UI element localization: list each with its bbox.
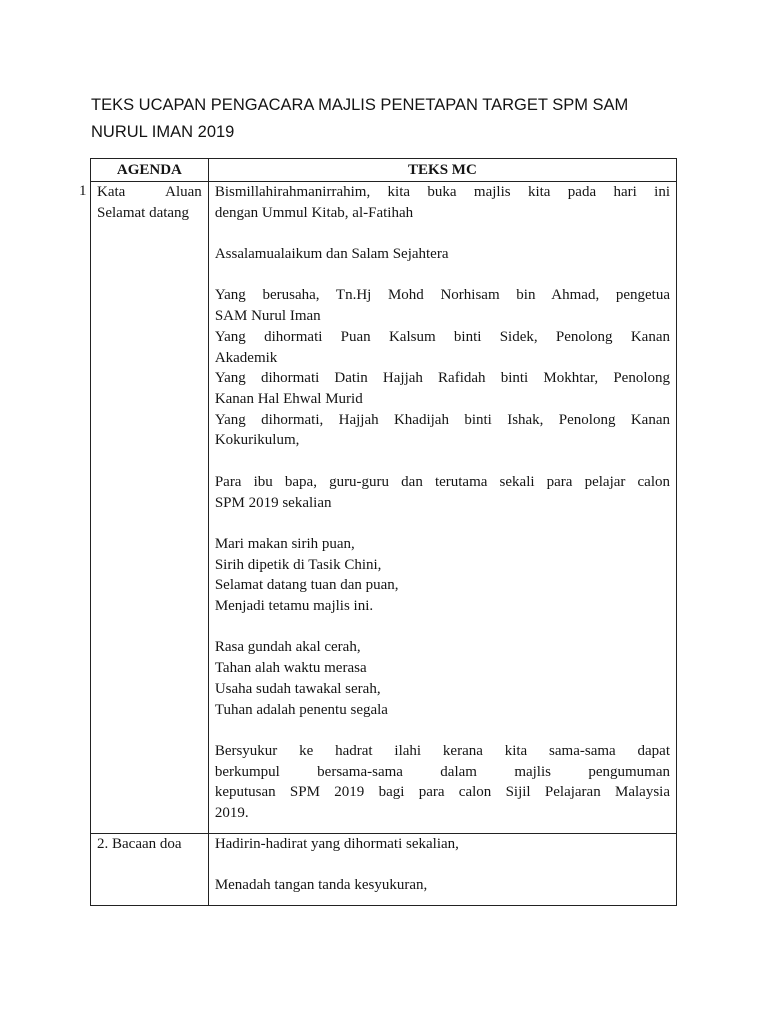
- paragraph-greeting: [215, 244, 670, 265]
- mc-text-cell: [208, 182, 676, 834]
- agenda-label: 2. Bacaan doa: [97, 835, 182, 852]
- title-line-1: TEKS UCAPAN PENGACARA MAJLIS PENETAPAN TARGET SPM SAM: [91, 96, 629, 114]
- paragraph-dignitaries: [215, 285, 670, 451]
- text-line: dengan Ummul Kitab, al-Fatihah: [214, 204, 414, 221]
- text-line: Kanan Hal Ehwal Murid: [214, 391, 363, 407]
- paragraph-opening: [215, 182, 670, 223]
- text-line: keputusan SPM 2019 bagi para calon Sijil Pelajaran Malaysia: [214, 784, 670, 801]
- text-line: Akademik: [214, 349, 278, 366]
- header-agenda: AGENDA: [91, 159, 209, 182]
- text-line: Menjadi tetamu majlis ini.: [214, 598, 374, 614]
- text-line: Menadah tangan tanda kesyukuran,: [214, 877, 428, 894]
- text-line: Yang berusaha, Tn.Hj Mohd Norhisam bin Ahmad, pengetua: [214, 287, 670, 304]
- agenda-label: Kata Aluan: [97, 184, 202, 200]
- row-number-1: 1: [79, 183, 87, 199]
- paragraph-gratitude: [215, 741, 670, 824]
- text-line: 2019.: [214, 805, 249, 821]
- text-line: berkumpul bersama-sama dalam majlis pengumuman: [214, 763, 670, 780]
- table-row: [91, 833, 677, 905]
- text-line: Rasa gundah akal cerah,: [214, 639, 361, 656]
- paragraph-address: [215, 834, 670, 855]
- table-row: [91, 182, 677, 834]
- text-line: Tuhan adalah penentu segala: [214, 701, 388, 718]
- agenda-label: Selamat datang: [97, 204, 190, 221]
- mc-text-cell: [208, 833, 676, 905]
- text-line: Sirih dipetik di Tasik Chini,: [214, 556, 382, 573]
- pantun-1: [215, 534, 670, 617]
- text-line: Para ibu bapa, guru-guru dan terutama sekali para pelajar calon: [214, 473, 670, 490]
- text-line: Bersyukur ke hadrat ilahi kerana kita sama-sama dapat: [214, 742, 670, 759]
- header-teks-mc: TEKS MC: [208, 159, 676, 182]
- text-line: Yang dihormati, Hajjah Khadijah binti Ishak, Penolong Kanan: [214, 411, 670, 428]
- text-line: Yang dihormati Puan Kalsum binti Sidek, Penolong Kanan: [214, 328, 670, 345]
- text-line: Mari makan sirih puan,: [214, 535, 355, 552]
- text-line: Bismillahirahmanirrahim, kita buka majlis kita pada hari ini: [214, 184, 670, 200]
- text-line: Tahan alah waktu merasa: [214, 660, 367, 677]
- document-title: [91, 92, 691, 146]
- agenda-table: [90, 158, 677, 906]
- text-line: Kokurikulum,: [214, 432, 300, 449]
- paragraph-prayer: [215, 875, 670, 896]
- pantun-2: [215, 637, 670, 720]
- agenda-cell: [91, 182, 209, 834]
- table-header-row: [91, 159, 677, 182]
- text-line: SPM 2019 sekalian: [214, 494, 332, 511]
- text-line: Usaha sudah tawakal serah,: [214, 680, 381, 697]
- paragraph-audience: [215, 472, 670, 513]
- text-line: Yang dihormati Datin Hajjah Rafidah binti Mokhtar, Penolong: [214, 370, 670, 387]
- text-line: SAM Nurul Iman: [214, 308, 321, 325]
- title-line-2: NURUL IMAN 2019: [91, 123, 235, 141]
- text-line: Hadirin-hadirat yang dihormati sekalian,: [214, 835, 459, 852]
- text-line: Selamat datang tuan dan puan,: [214, 577, 399, 594]
- text-line: Assalamualaikum dan Salam Sejahtera: [214, 246, 449, 263]
- agenda-cell: [91, 833, 209, 905]
